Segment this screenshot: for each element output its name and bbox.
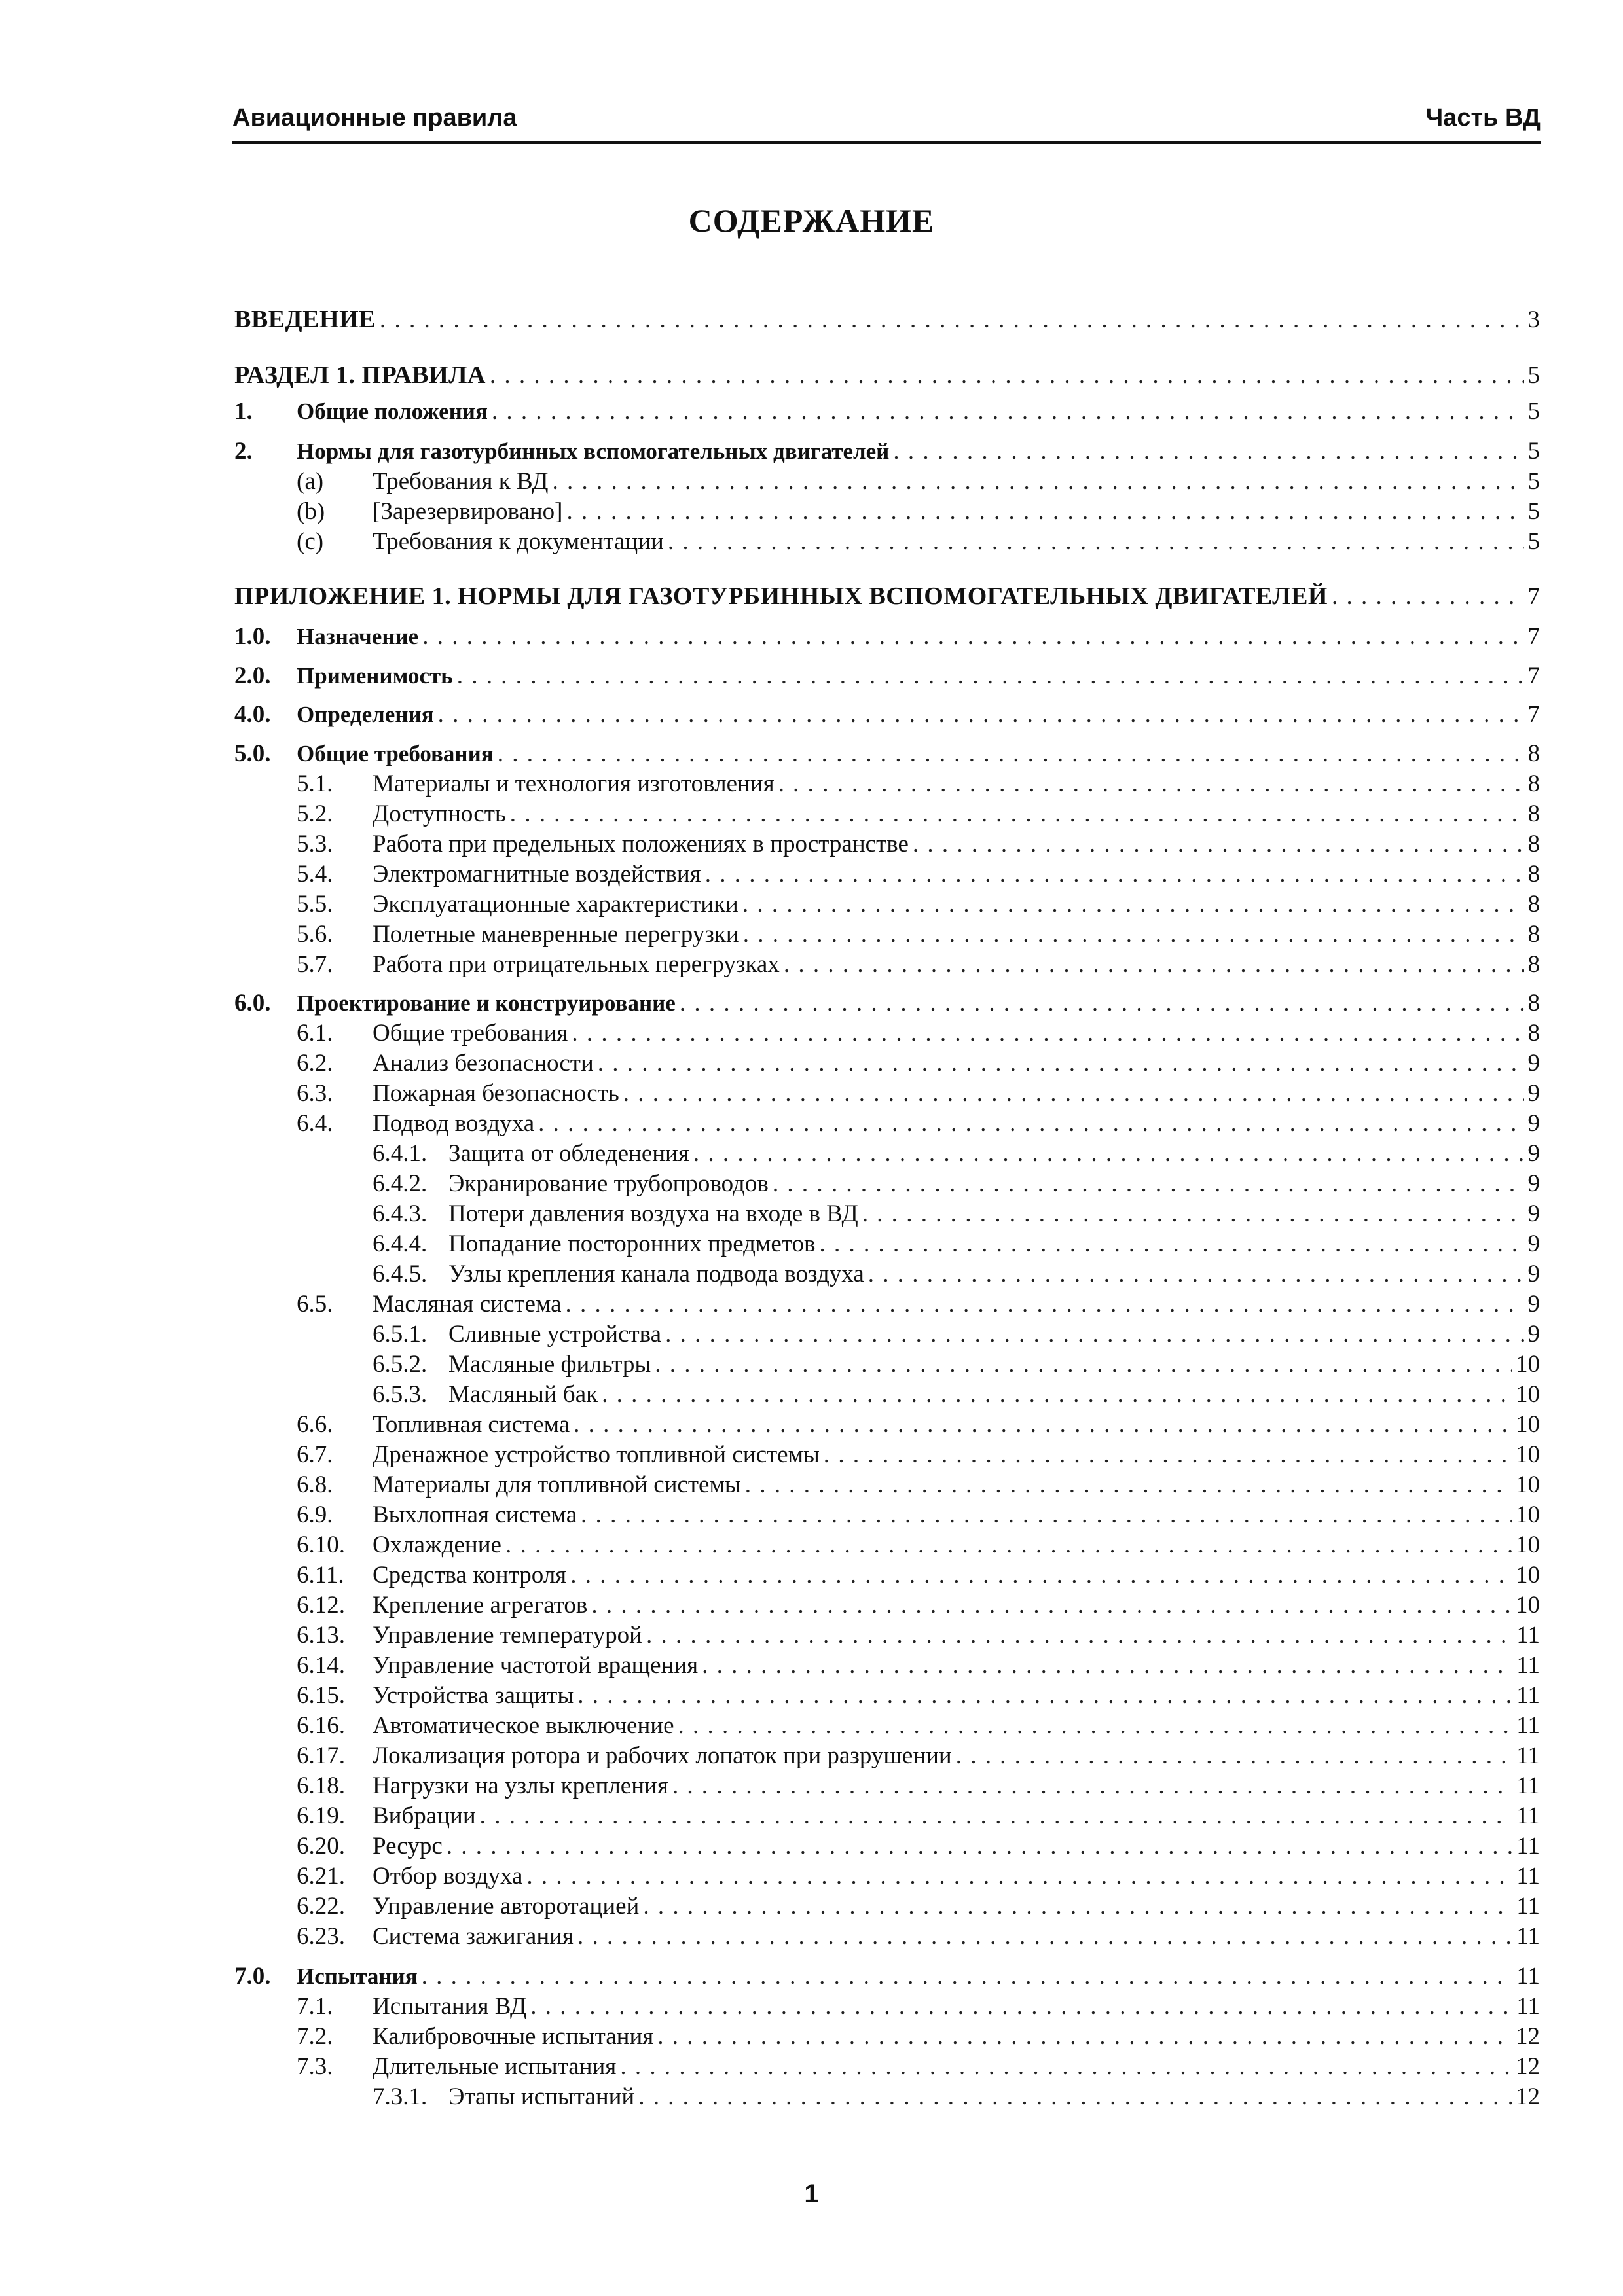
- toc-entry-number: 6.11.: [297, 1562, 344, 1588]
- toc-entry-page: 8: [1527, 861, 1540, 888]
- toc-entry[interactable]: [234, 1962, 1540, 1992]
- toc-entry-label: Система зажигания: [373, 1923, 574, 1950]
- toc-entry-label: Этапы испытаний: [448, 2083, 635, 2110]
- toc-entry[interactable]: [297, 1802, 1540, 1832]
- page-number: 1: [804, 2179, 819, 2208]
- toc-dot-leader: [784, 950, 1524, 978]
- toc-entry-number: 6.2.: [297, 1050, 333, 1077]
- toc-dot-leader: [824, 1441, 1512, 1469]
- toc-entry-page: 10: [1516, 1562, 1540, 1588]
- toc-entry-label: Калибровочные испытания: [373, 2023, 654, 2050]
- toc-entry-page: 8: [1527, 800, 1540, 827]
- toc-dot-leader: [820, 1230, 1524, 1258]
- toc-entry-page: 5: [1527, 528, 1540, 555]
- toc-entry-page: 9: [1527, 1230, 1540, 1257]
- toc-entry[interactable]: [297, 1079, 1540, 1109]
- toc-entry-page: 12: [1516, 2053, 1540, 2080]
- toc-entry-number: 2.: [234, 438, 253, 465]
- toc-entry-label: Подвод воздуха: [373, 1110, 535, 1137]
- toc-dot-leader: [591, 1591, 1512, 1619]
- toc-entry-label: Пожарная безопасность: [373, 1080, 619, 1107]
- toc-entry[interactable]: [234, 361, 1540, 391]
- toc-entry-number: (b): [297, 498, 325, 525]
- toc-dot-leader: [643, 1892, 1512, 1920]
- toc-entry-number: 1.: [234, 398, 253, 425]
- toc-entry[interactable]: [234, 740, 1540, 770]
- toc-entry-label: Управление авторотацией: [373, 1893, 640, 1920]
- toc-entry-page: 9: [1527, 1050, 1540, 1077]
- toc-dot-leader: [678, 1712, 1513, 1740]
- toc-dot-leader: [693, 1139, 1524, 1168]
- toc-dot-leader: [490, 361, 1524, 389]
- toc-entry-number: 7.3.1.: [373, 2083, 428, 2110]
- toc-entry-number: 6.10.: [297, 1532, 345, 1558]
- toc-entry-page: 12: [1516, 2023, 1540, 2050]
- toc-entry-number: 6.0.: [234, 990, 271, 1016]
- toc-entry[interactable]: [297, 1410, 1540, 1441]
- toc-dot-leader: [498, 740, 1524, 768]
- toc-dot-leader: [602, 1380, 1512, 1408]
- toc-entry[interactable]: [297, 1441, 1540, 1471]
- toc-entry-label: Назначение: [297, 624, 419, 649]
- toc-entry-page: 8: [1527, 990, 1540, 1016]
- toc-entry-page: 11: [1516, 1993, 1540, 2020]
- toc-entry[interactable]: [297, 2053, 1540, 2083]
- toc-entry-number: 6.5.: [297, 1291, 333, 1318]
- toc-entry-page: 8: [1527, 831, 1540, 857]
- toc-dot-leader: [574, 1410, 1512, 1439]
- toc-dot-leader: [581, 1501, 1512, 1529]
- toc-entry-label: Топливная система: [373, 1411, 570, 1438]
- toc-entry-label: Вибрации: [373, 1803, 476, 1829]
- toc-dot-leader: [505, 1531, 1512, 1559]
- toc-entry-number: 6.3.: [297, 1080, 333, 1107]
- toc-entry[interactable]: [234, 662, 1540, 692]
- toc-entry-page: 9: [1527, 1110, 1540, 1137]
- toc-entry-number: 7.0.: [234, 1963, 271, 1990]
- toc-entry[interactable]: [297, 1742, 1540, 1772]
- toc-dot-leader: [672, 1772, 1513, 1800]
- toc-entry-page: 8: [1527, 951, 1540, 978]
- toc-dot-leader: [598, 1049, 1524, 1077]
- toc-dot-leader: [742, 890, 1524, 918]
- toc-dot-leader: [447, 1832, 1513, 1860]
- toc-entry-label: Работа при отрицательных перегрузках: [373, 951, 780, 978]
- toc-entry-number: 7.3.: [297, 2053, 333, 2080]
- toc-entry-page: 9: [1527, 1200, 1540, 1227]
- toc-entry[interactable]: [297, 1681, 1540, 1712]
- toc-entry[interactable]: [234, 622, 1540, 653]
- toc-entry[interactable]: [297, 2022, 1540, 2053]
- toc-entry[interactable]: [297, 800, 1540, 830]
- toc-entry-page: 10: [1516, 1471, 1540, 1498]
- toc-entry-page: 11: [1516, 1923, 1540, 1950]
- toc-entry-label: Отбор воздуха: [373, 1863, 523, 1890]
- toc-dot-leader: [913, 830, 1524, 858]
- toc-entry-page: 11: [1516, 1833, 1540, 1859]
- toc-entry-page: 10: [1516, 1532, 1540, 1558]
- toc-entry-number: 6.13.: [297, 1622, 345, 1649]
- toc-entry-label: Требования к ВД: [373, 468, 549, 495]
- toc-dot-leader: [422, 1962, 1513, 1990]
- toc-entry-page: 8: [1527, 1020, 1540, 1047]
- toc-entry[interactable]: [373, 1230, 1540, 1260]
- toc-entry-label: Дренажное устройство топливной системы: [373, 1441, 820, 1468]
- toc-dot-leader: [567, 497, 1524, 526]
- toc-entry[interactable]: [297, 1019, 1540, 1049]
- toc-entry-number: 6.22.: [297, 1893, 345, 1920]
- toc-entry-number: 6.12.: [297, 1592, 345, 1619]
- toc-entry-label: Определения: [297, 702, 434, 727]
- toc-entry-number: 2.0.: [234, 662, 271, 689]
- toc-entry-label: ВВЕДЕНИЕ: [234, 306, 376, 333]
- toc-entry-label: Применимость: [297, 663, 453, 689]
- toc-dot-leader: [680, 989, 1524, 1017]
- toc-entry-page: 11: [1516, 1772, 1540, 1799]
- toc-entry[interactable]: [297, 1992, 1540, 2022]
- toc-entry-page: 11: [1516, 1622, 1540, 1649]
- toc-entry[interactable]: [373, 1260, 1540, 1290]
- header-part-label: Часть ВД: [1425, 104, 1541, 132]
- toc-entry-label: Управление температурой: [373, 1622, 642, 1649]
- toc-entry-number: 6.23.: [297, 1923, 345, 1950]
- toc-entry-page: 8: [1527, 891, 1540, 918]
- toc-entry-number: 5.7.: [297, 951, 333, 978]
- toc-entry-label: Полетные маневренные перегрузки: [373, 921, 739, 948]
- toc-dot-leader: [745, 1471, 1512, 1499]
- toc-entry[interactable]: [297, 1862, 1540, 1892]
- toc-entry-page: 5: [1527, 362, 1540, 389]
- toc-entry-page: 8: [1527, 770, 1540, 797]
- toc-entry-label: Электромагнитные воздействия: [373, 861, 701, 888]
- toc-entry-page: 7: [1527, 583, 1540, 610]
- toc-entry-page: 3: [1527, 306, 1540, 333]
- toc-entry-label: Ресурс: [373, 1833, 443, 1859]
- toc-entry-label: [Зарезервировано]: [373, 498, 563, 525]
- toc-entry-number: 6.1.: [297, 1020, 333, 1047]
- toc-entry-page: 7: [1527, 701, 1540, 728]
- toc-dot-leader: [623, 1079, 1524, 1107]
- toc-entry-page: 9: [1527, 1261, 1540, 1287]
- toc-dot-leader: [638, 2083, 1512, 2111]
- toc-entry[interactable]: [297, 830, 1540, 860]
- toc-entry-label: Проектирование и конструирование: [297, 990, 676, 1016]
- toc-entry[interactable]: [297, 1531, 1540, 1561]
- toc-entry-number: 6.4.2.: [373, 1170, 428, 1197]
- toc-entry-number: 5.1.: [297, 770, 333, 797]
- toc-dot-leader: [510, 800, 1524, 828]
- toc-entry-number: 6.7.: [297, 1441, 333, 1468]
- toc-entry[interactable]: [297, 950, 1540, 980]
- toc-dot-leader: [552, 467, 1523, 495]
- toc-entry-number: 6.5.2.: [373, 1351, 428, 1378]
- toc-entry-number: 6.18.: [297, 1772, 345, 1799]
- toc-entry[interactable]: [297, 1922, 1540, 1952]
- toc-entry-label: Материалы для топливной системы: [373, 1471, 741, 1498]
- toc-dot-leader: [577, 1681, 1512, 1710]
- toc-entry[interactable]: [297, 528, 1540, 558]
- toc-entry-number: 6.4.5.: [373, 1261, 428, 1287]
- toc-entry-page: 7: [1527, 623, 1540, 650]
- toc-dot-leader: [705, 860, 1524, 888]
- toc-entry-label: Анализ безопасности: [373, 1050, 594, 1077]
- toc-dot-leader: [743, 920, 1524, 948]
- toc-dot-leader: [778, 770, 1524, 798]
- toc-dot-leader: [492, 397, 1524, 425]
- toc-entry[interactable]: [297, 497, 1540, 528]
- toc-entry-page: 9: [1527, 1291, 1540, 1318]
- toc-entry-label: Крепление агрегатов: [373, 1592, 588, 1619]
- toc-entry-page: 9: [1527, 1140, 1540, 1167]
- toc-entry-label: Материалы и технология изготовления: [373, 770, 775, 797]
- toc-entry-page: 9: [1527, 1321, 1540, 1348]
- toc-dot-leader: [862, 1200, 1524, 1228]
- toc-dot-leader: [538, 1109, 1523, 1138]
- toc-entry[interactable]: [373, 1170, 1540, 1200]
- toc-entry-label: Нагрузки на узлы крепления: [373, 1772, 668, 1799]
- toc-entry-label: Охлаждение: [373, 1532, 501, 1558]
- toc-entry-number: 4.0.: [234, 701, 271, 728]
- toc-entry-label: Работа при предельных положениях в пространстве: [373, 831, 909, 857]
- toc-entry-label: Средства контроля: [373, 1562, 567, 1588]
- toc-entry[interactable]: [297, 1109, 1540, 1139]
- toc-entry-page: 11: [1516, 1803, 1540, 1829]
- toc-entry-label: Масляные фильтры: [448, 1351, 651, 1378]
- toc-entry-page: 5: [1527, 468, 1540, 495]
- toc-entry-page: 12: [1516, 2083, 1540, 2110]
- toc-entry-label: Защита от обледенения: [448, 1140, 689, 1167]
- toc-entry[interactable]: [297, 1832, 1540, 1862]
- toc-entry-number: 6.14.: [297, 1652, 345, 1679]
- toc-entry-label: Узлы крепления канала подвода воздуха: [448, 1261, 864, 1287]
- toc-dot-leader: [657, 2022, 1512, 2051]
- toc-entry-number: (a): [297, 468, 324, 495]
- toc-dot-leader: [526, 1862, 1512, 1890]
- toc-dot-leader: [868, 1260, 1524, 1288]
- toc-dot-leader: [620, 2053, 1512, 2081]
- toc-entry-page: 7: [1527, 662, 1540, 689]
- toc-entry[interactable]: [234, 700, 1540, 730]
- toc-entry-number: 7.1.: [297, 1993, 333, 2020]
- toc-entry-label: Общие требования: [373, 1020, 568, 1047]
- toc-entry-number: 6.17.: [297, 1742, 345, 1769]
- toc-dot-leader: [480, 1802, 1513, 1830]
- toc-entry-number: 6.5.3.: [373, 1381, 428, 1408]
- toc-entry[interactable]: [373, 1139, 1540, 1170]
- toc-entry[interactable]: [297, 1561, 1540, 1591]
- toc-entry-label: Локализация ротора и рабочих лопаток при разрушении: [373, 1742, 952, 1769]
- toc-dot-leader: [577, 1922, 1512, 1950]
- toc-entry-label: ПРИЛОЖЕНИЕ 1. НОРМЫ ДЛЯ ГАЗОТУРБИННЫХ ВСПОМОГАТЕЛЬНЫХ ДВИГАТЕЛЕЙ: [234, 583, 1328, 610]
- toc-entry-page: 10: [1516, 1501, 1540, 1528]
- toc-dot-leader: [457, 662, 1524, 690]
- toc-entry[interactable]: [297, 1591, 1540, 1621]
- toc-entry[interactable]: [297, 890, 1540, 920]
- toc-entry[interactable]: [297, 1049, 1540, 1079]
- toc-entry[interactable]: [297, 1501, 1540, 1531]
- toc-dot-leader: [530, 1992, 1512, 2020]
- toc-entry-page: 11: [1516, 1682, 1540, 1709]
- toc-entry-number: 6.19.: [297, 1803, 345, 1829]
- toc-entry-label: Нормы для газотурбинных вспомогательных двигателей: [297, 439, 890, 464]
- toc-entry-page: 10: [1516, 1381, 1540, 1408]
- toc-entry-page: 10: [1516, 1441, 1540, 1468]
- toc-entry-number: 6.4.3.: [373, 1200, 428, 1227]
- toc-entry-number: (c): [297, 528, 324, 555]
- toc-entry[interactable]: [373, 1200, 1540, 1230]
- toc-entry-label: Попадание посторонних предметов: [448, 1230, 816, 1257]
- toc-dot-leader: [773, 1170, 1524, 1198]
- toc-entry-number: 6.9.: [297, 1501, 333, 1528]
- toc-entry[interactable]: [297, 467, 1540, 497]
- header-document-title: Авиационные правила: [232, 104, 517, 132]
- toc-dot-leader: [668, 528, 1524, 556]
- toc-dot-leader: [422, 622, 1523, 651]
- toc-entry-label: Автоматическое выключение: [373, 1712, 674, 1739]
- toc-dot-leader: [655, 1350, 1512, 1378]
- toc-entry[interactable]: [234, 437, 1540, 467]
- toc-entry-page: 11: [1516, 1742, 1540, 1769]
- toc-entry-label: Выхлопная система: [373, 1501, 577, 1528]
- toc-entry-label: Экранирование трубопроводов: [448, 1170, 769, 1197]
- toc-entry-number: 6.21.: [297, 1863, 345, 1890]
- toc-entry[interactable]: [297, 1712, 1540, 1742]
- toc-entry-number: 6.15.: [297, 1682, 345, 1709]
- toc-entry[interactable]: [297, 1621, 1540, 1651]
- toc-entry[interactable]: [373, 1320, 1540, 1350]
- toc-entry-page: 11: [1516, 1963, 1540, 1990]
- toc-entry-label: Общие требования: [297, 741, 494, 766]
- toc-entry-number: 1.0.: [234, 623, 271, 650]
- toc-entry-number: 6.5.1.: [373, 1321, 428, 1348]
- toc-entry-page: 9: [1527, 1170, 1540, 1197]
- page-title: СОДЕРЖАНИЕ: [688, 202, 935, 239]
- toc-entry-page: 10: [1516, 1592, 1540, 1619]
- toc-entry-page: 11: [1516, 1712, 1540, 1739]
- toc-dot-leader: [572, 1019, 1523, 1047]
- toc-entry-label: Испытания: [297, 1964, 418, 1989]
- toc-entry-number: 6.4.1.: [373, 1140, 428, 1167]
- toc-entry-page: 5: [1527, 398, 1540, 425]
- toc-dot-leader: [1332, 583, 1524, 611]
- toc-entry-number: 5.4.: [297, 861, 333, 888]
- toc-entry-page: 10: [1516, 1351, 1540, 1378]
- toc-entry-label: Испытания ВД: [373, 1993, 527, 2020]
- toc-dot-leader: [665, 1320, 1523, 1348]
- toc-entry[interactable]: [297, 1892, 1540, 1922]
- toc-entry-label: Потери давления воздуха на входе в ВД: [448, 1200, 858, 1227]
- toc-entry-number: 5.2.: [297, 800, 333, 827]
- toc-entry[interactable]: [373, 1350, 1540, 1380]
- toc-entry-number: 6.4.: [297, 1110, 333, 1137]
- toc-entry[interactable]: [234, 397, 1540, 427]
- toc-entry-number: 5.5.: [297, 891, 333, 918]
- toc-entry-label: Требования к документации: [373, 528, 664, 555]
- toc-dot-leader: [570, 1561, 1512, 1589]
- toc-dot-leader: [438, 700, 1524, 728]
- toc-entry-number: 6.6.: [297, 1411, 333, 1438]
- toc-entry-label: Общие положения: [297, 399, 488, 424]
- toc-entry-number: 6.8.: [297, 1471, 333, 1498]
- toc-dot-leader: [893, 437, 1523, 465]
- toc-entry-page: 8: [1527, 740, 1540, 767]
- toc-entry[interactable]: [234, 305, 1540, 335]
- toc-entry-label: Доступность: [373, 800, 506, 827]
- toc-entry[interactable]: [297, 1772, 1540, 1802]
- toc-entry[interactable]: [373, 2083, 1540, 2113]
- toc-entry-label: Эксплуатационные характеристики: [373, 891, 739, 918]
- toc-entry-label: Управление частотой вращения: [373, 1652, 699, 1679]
- toc-entry-label: РАЗДЕЛ 1. ПРАВИЛА: [234, 361, 486, 389]
- toc-entry-page: 11: [1516, 1893, 1540, 1920]
- toc-entry[interactable]: [234, 989, 1540, 1019]
- toc-entry-page: 8: [1527, 921, 1540, 948]
- toc-entry-label: Масляный бак: [448, 1381, 598, 1408]
- toc-entry-number: 6.20.: [297, 1833, 345, 1859]
- toc-dot-leader: [646, 1621, 1512, 1649]
- toc-entry-number: 6.4.4.: [373, 1230, 428, 1257]
- toc-entry[interactable]: [234, 582, 1540, 612]
- toc-entry[interactable]: [297, 1290, 1540, 1320]
- toc-entry[interactable]: [297, 770, 1540, 800]
- toc-entry[interactable]: [297, 1651, 1540, 1681]
- toc-entry[interactable]: [297, 860, 1540, 890]
- toc-entry-page: 5: [1527, 438, 1540, 465]
- toc-entry-label: Сливные устройства: [448, 1321, 662, 1348]
- toc-entry[interactable]: [297, 920, 1540, 950]
- toc-entry-number: 5.3.: [297, 831, 333, 857]
- toc-entry-page: 10: [1516, 1411, 1540, 1438]
- toc-entry[interactable]: [297, 1471, 1540, 1501]
- toc-entry-label: Устройства защиты: [373, 1682, 574, 1709]
- toc-entry-number: 5.0.: [234, 740, 271, 767]
- toc-entry[interactable]: [373, 1380, 1540, 1410]
- toc-dot-leader: [566, 1290, 1524, 1318]
- toc-dot-leader: [956, 1742, 1513, 1770]
- toc-entry-page: 9: [1527, 1080, 1540, 1107]
- toc-entry-page: 11: [1516, 1652, 1540, 1679]
- toc-entry-page: 11: [1516, 1863, 1540, 1890]
- toc-entry-label: Длительные испытания: [373, 2053, 617, 2080]
- toc-entry-number: 7.2.: [297, 2023, 333, 2050]
- toc-dot-leader: [702, 1651, 1512, 1679]
- toc-entry-number: 5.6.: [297, 921, 333, 948]
- toc-dot-leader: [380, 306, 1524, 334]
- toc-entry-page: 5: [1527, 498, 1540, 525]
- toc-entry-number: 6.16.: [297, 1712, 345, 1739]
- toc-entry-label: Масляная система: [373, 1291, 562, 1318]
